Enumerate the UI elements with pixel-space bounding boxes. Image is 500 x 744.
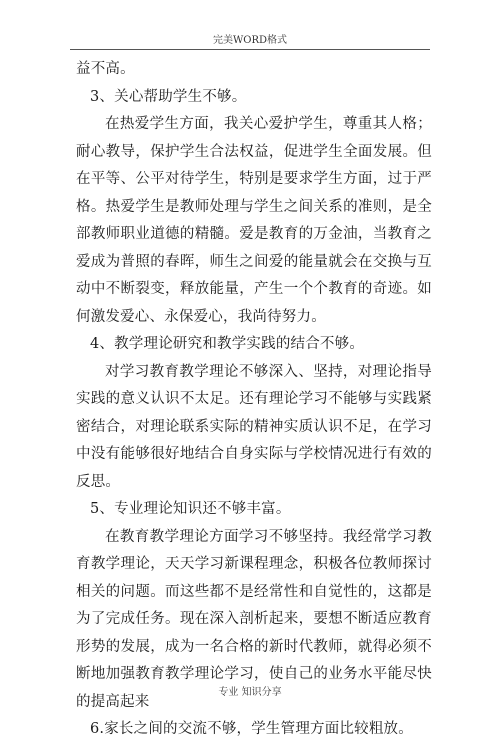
section-heading-6: 6.家长之间的交流不够，学生管理方面比较粗放。: [90, 721, 413, 737]
page-header: 完美WORD格式: [212, 35, 288, 46]
paragraph-5: 在教育教学理论方面学习不够坚持。我经常学习教育教学理论，天天学习新课程理念，积极各位教师探讨相关的问题。而这些都不是经常性和自觉性的，这都是为了完成任务。现在深入剖析起来，要想不断适应教育形势的发展，成为一名合格的新时代教师，就得必须不断地加强教育教学理论学习，使自己的业务水平能尽快的提高起来: [76, 528, 432, 710]
document-body: [76, 56, 432, 744]
section-heading-3: 3、关心帮助学生不够。: [90, 88, 247, 105]
header-divider: [70, 49, 430, 50]
paragraph-3: 在热爱学生方面，我关心爱护学生，尊重其人格；耐心教导，保护学生合法权益，促进学生全面发展。但在平等、公平对待学生，特别是要求学生方面，过于严格。热爱学生是教师处理与学生之间关系的准则，是全部教师职业道德的精髓。爱是教育的万金油，当教育之爱成为普照的春晖，师生之间爱的能量就会在交换与互动中不断裂变，释放能量，产生一个个教育的奇迹。如何激发爱心、永保爱心，我尚待努力。: [76, 116, 432, 325]
section-heading-5: 5、专业理论知识还不够丰富。: [90, 501, 291, 517]
page-footer: 专业 知识分享: [218, 687, 282, 698]
section-heading-4: 4、教学理论研究和教学实践的结合不够。: [90, 336, 365, 352]
paragraph-4: 对学习教育教学理论不够深入、坚持，对理论指导实践的意义认识不太足。还有理论学习不能够与实践紧密结合，对理论联系实际的精神实质认识不足，在学习中没有能够很好地结合自身实际与学校情况进行有效的反思。: [76, 363, 432, 490]
paragraph-continuation: 益不高。: [76, 61, 135, 77]
